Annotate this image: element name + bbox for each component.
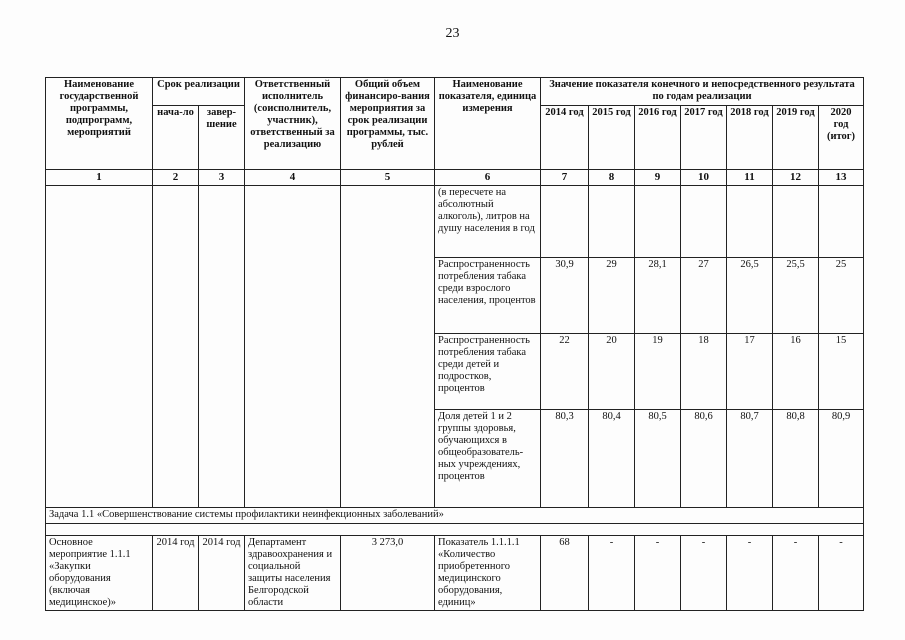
funding-cell [341, 185, 435, 507]
value-cell: - [773, 535, 819, 610]
column-number: 2 [153, 170, 199, 186]
column-number: 10 [681, 170, 727, 186]
indicator-cell: Распространенность потребления табака среди детей и подростков, процентов [435, 333, 541, 409]
column-number: 13 [819, 170, 864, 186]
activity-end: 2014 год [199, 535, 245, 610]
activity-name: Основное мероприятие 1.1.1 «Закупки оборудования (включая медицинское)» [46, 535, 153, 610]
value-cell: 16 [773, 333, 819, 409]
header-end: завер-шение [199, 106, 245, 170]
column-number: 9 [635, 170, 681, 186]
header-executor: Ответственный исполнитель (соисполнитель, участник), ответственный за реализацию [245, 78, 341, 170]
spacer-row [46, 523, 864, 535]
value-cell: 28,1 [635, 257, 681, 333]
header-funding: Общий объем финансиро-вания мероприятия за срок реализации программы, тыс. рублей [341, 78, 435, 170]
value-cell [589, 185, 635, 257]
value-cell: 25,5 [773, 257, 819, 333]
header-year: 2015 год [589, 106, 635, 170]
task-heading: Задача 1.1 «Совершенствование системы профилактики неинфекционных заболеваний» [46, 507, 864, 523]
column-number: 12 [773, 170, 819, 186]
column-number: 4 [245, 170, 341, 186]
column-number: 8 [589, 170, 635, 186]
value-cell: 18 [681, 333, 727, 409]
table-row [46, 535, 864, 610]
indicator-cell: (в пересчете на абсолютный алкоголь), литров на душу населения в год [435, 185, 541, 257]
header-term: Срок реализации [153, 78, 245, 106]
value-cell: 27 [681, 257, 727, 333]
column-number: 11 [727, 170, 773, 186]
end-cell [199, 185, 245, 507]
executor-cell [245, 185, 341, 507]
value-cell [635, 185, 681, 257]
value-cell: - [819, 535, 864, 610]
header-year: 2018 год [727, 106, 773, 170]
column-number: 7 [541, 170, 589, 186]
start-cell [153, 185, 199, 507]
value-cell: 25 [819, 257, 864, 333]
activity-indicator: Показатель 1.1.1.1 «Количество приобретенного медицинского оборудования, единиц» [435, 535, 541, 610]
column-number: 3 [199, 170, 245, 186]
header-indicator: Наименование показателя, единица измерения [435, 78, 541, 170]
indicator-cell: Распространенность потребления табака среди взрослого населения, процентов [435, 257, 541, 333]
header-start: нача-ло [153, 106, 199, 170]
value-cell: 29 [589, 257, 635, 333]
value-cell [819, 185, 864, 257]
header-program-name: Наименование государственной программы, подпрограмм, мероприятий [46, 78, 153, 170]
value-cell: 80,5 [635, 409, 681, 507]
value-cell: - [727, 535, 773, 610]
indicator-cell: Доля детей 1 и 2 группы здоровья, обучающихся в общеобразователь-ных учреждениях, процентов [435, 409, 541, 507]
column-number: 5 [341, 170, 435, 186]
value-cell [727, 185, 773, 257]
column-number: 1 [46, 170, 153, 186]
value-cell: 22 [541, 333, 589, 409]
value-cell: 20 [589, 333, 635, 409]
value-cell [681, 185, 727, 257]
header-year: 2017 год [681, 106, 727, 170]
value-cell: 26,5 [727, 257, 773, 333]
header-values-title: Значение показателя конечного и непосредственного результата по годам реализации [541, 78, 864, 106]
activity-funding: 3 273,0 [341, 535, 435, 610]
page-number: 23 [445, 26, 460, 41]
value-cell: 30,9 [541, 257, 589, 333]
program-table [45, 77, 864, 611]
value-cell: 68 [541, 535, 589, 610]
value-cell: 17 [727, 333, 773, 409]
header-year: 2016 год [635, 106, 681, 170]
value-cell: 80,7 [727, 409, 773, 507]
value-cell: 80,8 [773, 409, 819, 507]
activity-executor: Департамент здравоохранения и социальной защиты населения Белгородской области [245, 535, 341, 610]
value-cell: 80,4 [589, 409, 635, 507]
table-row [46, 185, 864, 257]
header-year: 2020 год (итог) [819, 106, 864, 170]
value-cell [773, 185, 819, 257]
value-cell: 80,3 [541, 409, 589, 507]
value-cell [541, 185, 589, 257]
header-year: 2014 год [541, 106, 589, 170]
activity-start: 2014 год [153, 535, 199, 610]
value-cell: 15 [819, 333, 864, 409]
value-cell: - [681, 535, 727, 610]
header-year: 2019 год [773, 106, 819, 170]
value-cell: 80,6 [681, 409, 727, 507]
program-name-cell [46, 185, 153, 507]
column-number: 6 [435, 170, 541, 186]
value-cell: 19 [635, 333, 681, 409]
value-cell: - [589, 535, 635, 610]
value-cell: 80,9 [819, 409, 864, 507]
value-cell: - [635, 535, 681, 610]
